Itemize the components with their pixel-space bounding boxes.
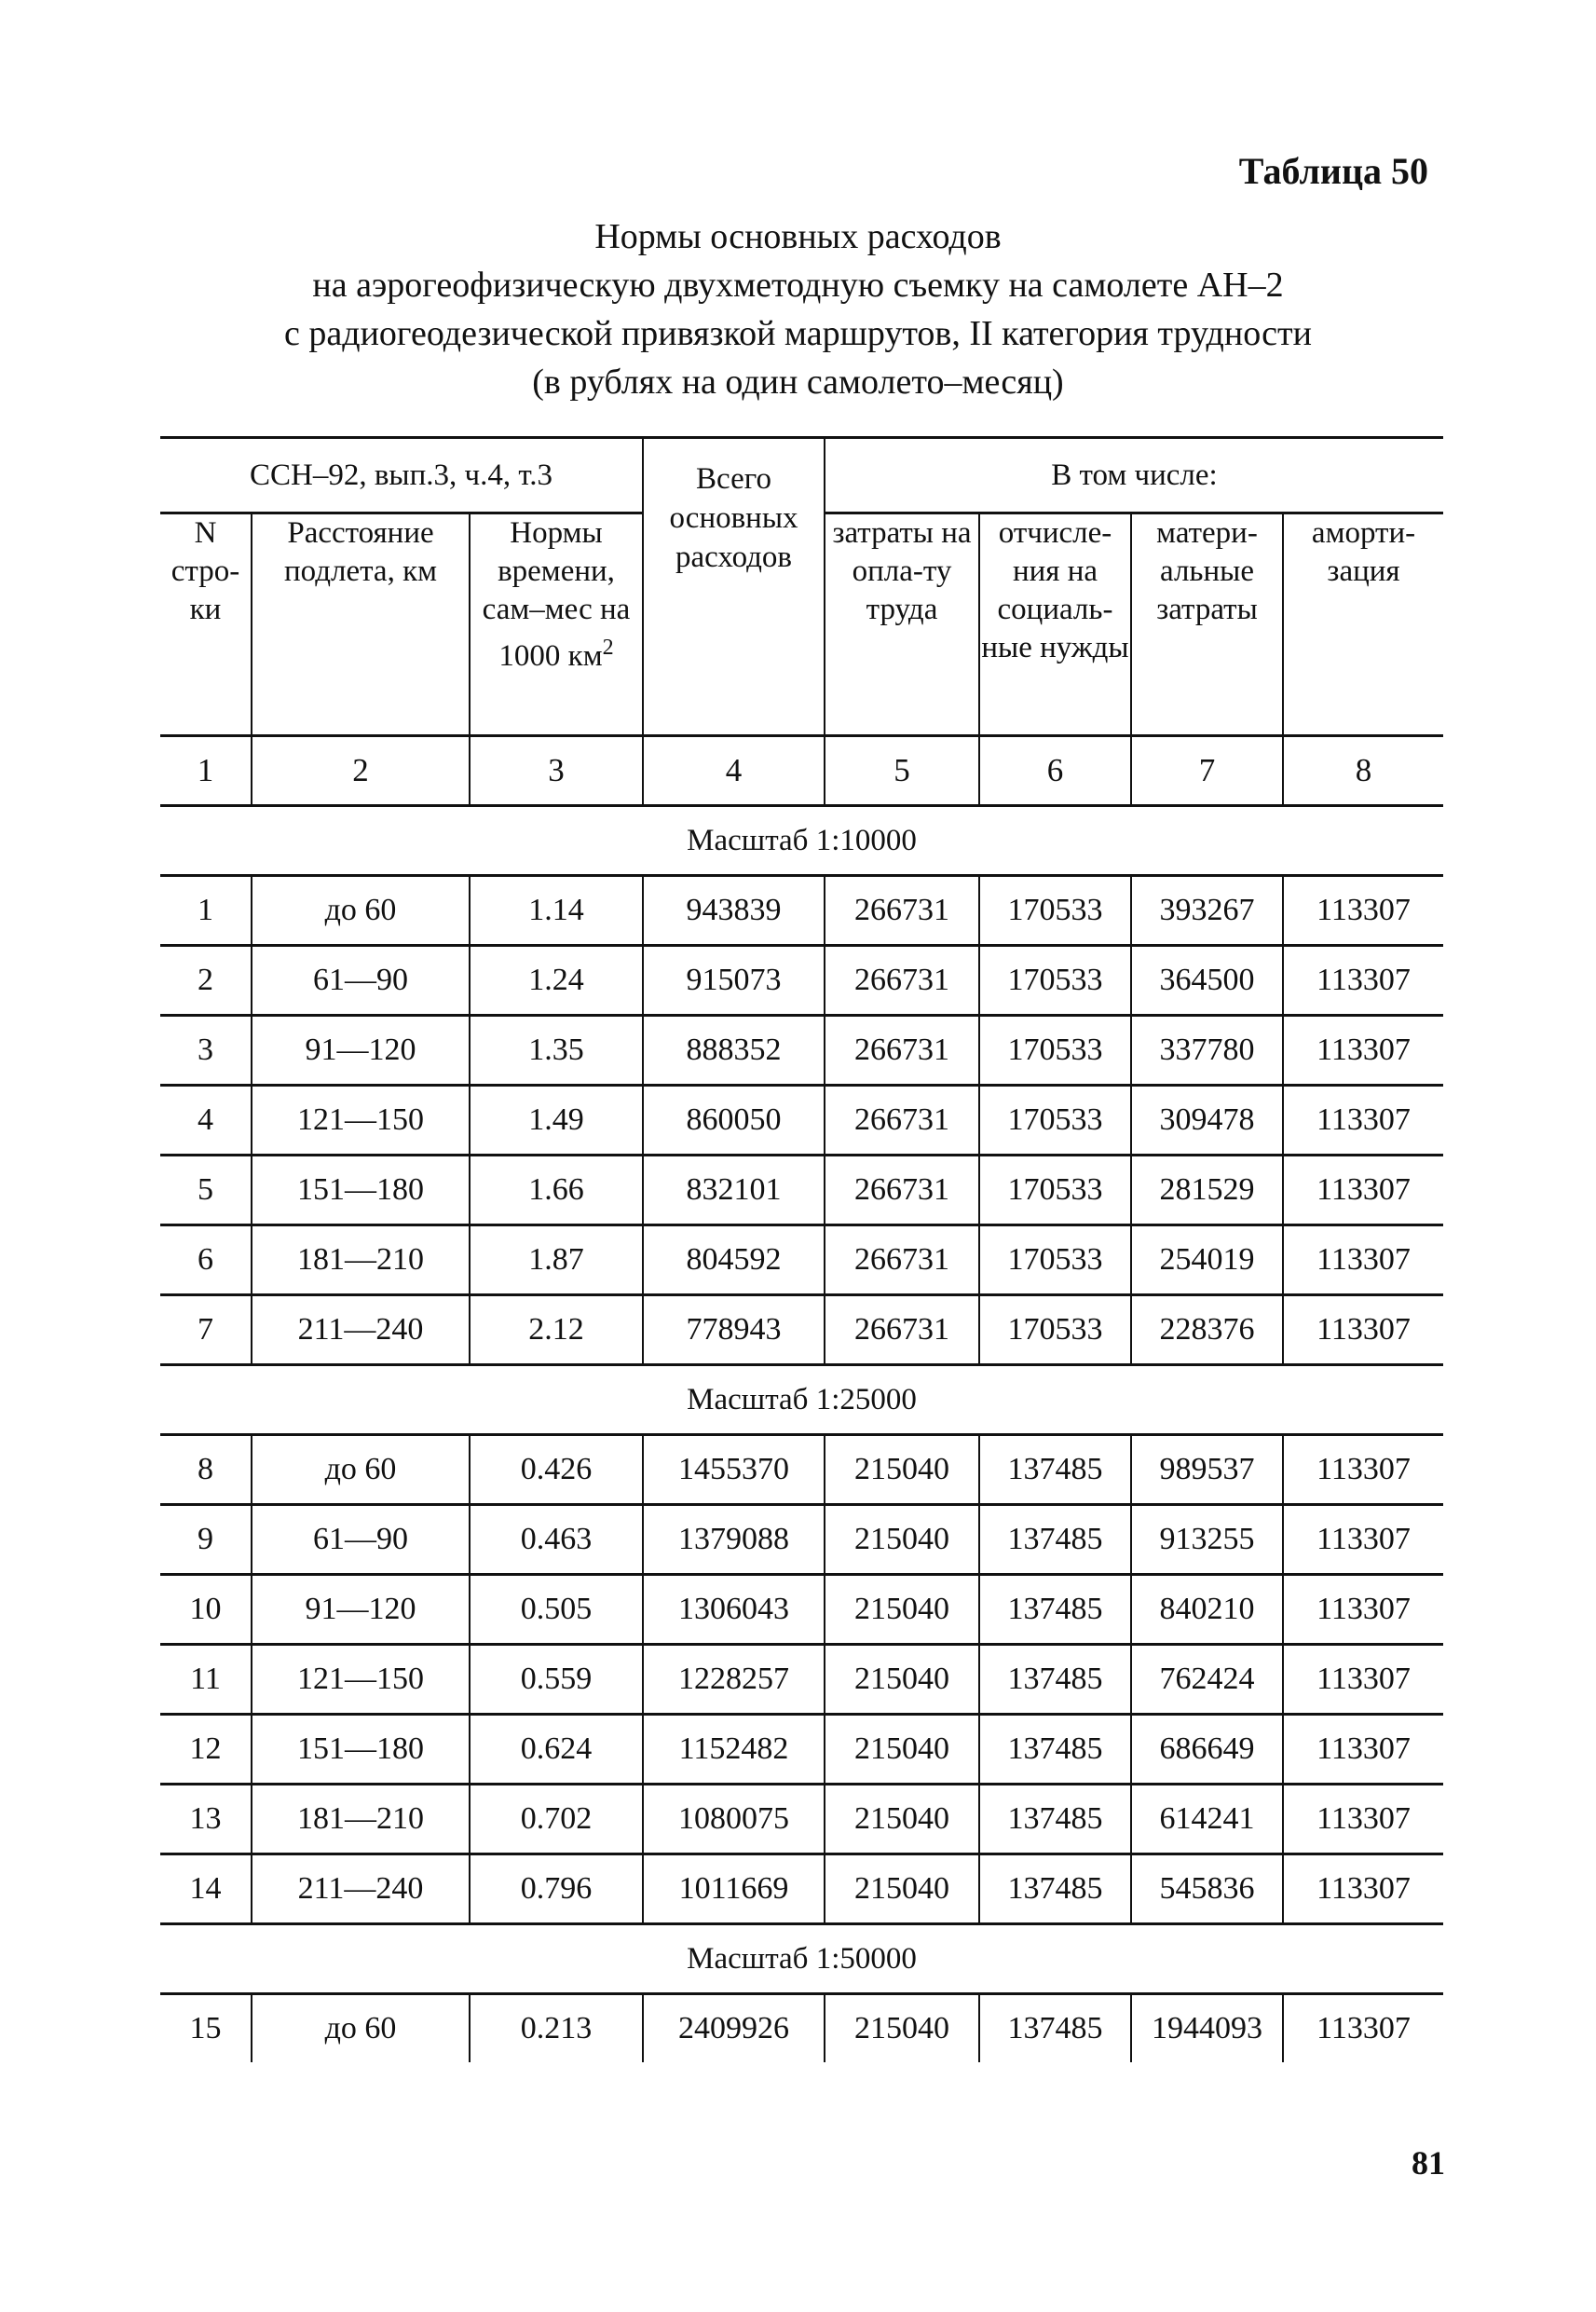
table-cell: 113307 (1283, 1575, 1443, 1645)
table-cell: 113307 (1283, 1505, 1443, 1575)
table-row (160, 1854, 1443, 1924)
table-cell: 2409926 (643, 1994, 825, 2063)
table-cell: 137485 (979, 1645, 1131, 1715)
table-row (160, 1575, 1443, 1645)
table-cell: 778943 (643, 1295, 825, 1365)
header-ssn: ССН–92, вып.3, ч.4, т.3 (160, 438, 643, 513)
table-cell: 113307 (1283, 1156, 1443, 1225)
table-cell: 1.49 (470, 1086, 643, 1156)
table-cell: 181—210 (252, 1225, 470, 1295)
table-cell: 113307 (1283, 1715, 1443, 1785)
table-cell: 0.463 (470, 1505, 643, 1575)
table-cell: 0.796 (470, 1854, 643, 1924)
table-cell: 113307 (1283, 1295, 1443, 1365)
table-row (160, 1435, 1443, 1505)
table-cell: 113307 (1283, 876, 1443, 946)
table-cell: 860050 (643, 1086, 825, 1156)
table-cell: 266731 (825, 1016, 979, 1086)
table-cell: 1.24 (470, 946, 643, 1016)
table-cell: 137485 (979, 1715, 1131, 1785)
table-cell: 266731 (825, 1225, 979, 1295)
scale-section-title: Масштаб 1:25000 (160, 1365, 1443, 1435)
col-number: 2 (252, 736, 470, 806)
table-cell: 1152482 (643, 1715, 825, 1785)
table-cell: 170533 (979, 1225, 1131, 1295)
caption-line: на аэрогеофизическую двухметодную съемку на самолете АН–2 (312, 266, 1284, 305)
table-row (160, 1994, 1443, 2063)
table-cell: 151—180 (252, 1156, 470, 1225)
table-cell: 121—150 (252, 1086, 470, 1156)
table-cell: 943839 (643, 876, 825, 946)
table-cell: 266731 (825, 876, 979, 946)
table-cell: 215040 (825, 1715, 979, 1785)
table-cell: 215040 (825, 1575, 979, 1645)
col-number: 1 (160, 736, 252, 806)
table-cell: 266731 (825, 946, 979, 1016)
table-cell: 228376 (1131, 1295, 1283, 1365)
scale-section-title: Масштаб 1:10000 (160, 806, 1443, 876)
table-cell: 121—150 (252, 1645, 470, 1715)
header-time-norm (470, 513, 643, 736)
table-cell: 254019 (1131, 1225, 1283, 1295)
table-cell: 113307 (1283, 1435, 1443, 1505)
table-cell: 1455370 (643, 1435, 825, 1505)
table-cell: 215040 (825, 1785, 979, 1854)
table-cell: 4 (160, 1086, 252, 1156)
table-cell: 1228257 (643, 1645, 825, 1715)
table-cell: 2.12 (470, 1295, 643, 1365)
table-row (160, 876, 1443, 946)
header-materials: матери-альные затраты (1131, 513, 1283, 736)
table-cell: 545836 (1131, 1854, 1283, 1924)
table-cell: 762424 (1131, 1645, 1283, 1715)
table-cell: 137485 (979, 1854, 1131, 1924)
table-cell: 915073 (643, 946, 825, 1016)
table-cell: 0.426 (470, 1435, 643, 1505)
norms-table (160, 436, 1443, 2062)
table-cell: 14 (160, 1854, 252, 1924)
table-cell: 170533 (979, 1016, 1131, 1086)
table-cell: 61—90 (252, 946, 470, 1016)
table-cell: 113307 (1283, 1645, 1443, 1715)
table-cell: 1011669 (643, 1854, 825, 1924)
table-cell: 137485 (979, 1435, 1131, 1505)
table-cell: 266731 (825, 1156, 979, 1225)
table-cell: 686649 (1131, 1715, 1283, 1785)
table-cell: 113307 (1283, 1785, 1443, 1854)
table-cell: 170533 (979, 1156, 1131, 1225)
table-row (160, 1645, 1443, 1715)
table-cell: 0.559 (470, 1645, 643, 1715)
table-cell: 170533 (979, 946, 1131, 1016)
table-cell: 5 (160, 1156, 252, 1225)
col-number: 8 (1283, 736, 1443, 806)
table-cell: 10 (160, 1575, 252, 1645)
table-cell: 989537 (1131, 1435, 1283, 1505)
caption-line: (в рублях на один самолето–месяц) (532, 363, 1064, 402)
table-cell: до 60 (252, 1435, 470, 1505)
table-cell: 13 (160, 1785, 252, 1854)
table-row (160, 1505, 1443, 1575)
table-cell: 1379088 (643, 1505, 825, 1575)
scale-section-title: Масштаб 1:50000 (160, 1924, 1443, 1994)
table-cell: 91—120 (252, 1016, 470, 1086)
table-cell: 12 (160, 1715, 252, 1785)
caption-line: с радиогеодезической привязкой маршрутов, II категория трудности (284, 314, 1312, 353)
table-cell: 215040 (825, 1435, 979, 1505)
table-cell: 337780 (1131, 1016, 1283, 1086)
table-cell: 3 (160, 1016, 252, 1086)
caption-line: Нормы основных расходов (594, 217, 1002, 256)
table-cell: 11 (160, 1645, 252, 1715)
table-cell: 113307 (1283, 1854, 1443, 1924)
table-cell: 61—90 (252, 1505, 470, 1575)
table-cell: 113307 (1283, 1225, 1443, 1295)
table-cell: 215040 (825, 1645, 979, 1715)
table-cell: 266731 (825, 1086, 979, 1156)
table-cell: 113307 (1283, 946, 1443, 1016)
table-cell: 1.14 (470, 876, 643, 946)
table-cell: 151—180 (252, 1715, 470, 1785)
col-number: 7 (1131, 736, 1283, 806)
col-number: 4 (643, 736, 825, 806)
table-cell: 181—210 (252, 1785, 470, 1854)
table-cell: 1.66 (470, 1156, 643, 1225)
header-time-norm-sup: 2 (602, 636, 614, 660)
table-row (160, 1225, 1443, 1295)
table-cell: 137485 (979, 1785, 1131, 1854)
table-cell: 215040 (825, 1505, 979, 1575)
table-cell: 1 (160, 876, 252, 946)
header-labor: затраты на опла-ту труда (825, 513, 979, 736)
table-cell: 137485 (979, 1505, 1131, 1575)
table-cell: 832101 (643, 1156, 825, 1225)
table-cell: 137485 (979, 1575, 1131, 1645)
table-row (160, 946, 1443, 1016)
table-cell: 170533 (979, 876, 1131, 946)
table-cell: 1.87 (470, 1225, 643, 1295)
header-total: Всего основных расходов (643, 438, 825, 736)
table-caption (0, 212, 1596, 406)
table-cell: 1.35 (470, 1016, 643, 1086)
table-cell: 170533 (979, 1295, 1131, 1365)
table-cell: 7 (160, 1295, 252, 1365)
table-cell: 6 (160, 1225, 252, 1295)
table-cell: 211—240 (252, 1854, 470, 1924)
header-time-norm-text: Нормы времени, сам–мес на 1000 км (482, 516, 631, 673)
table-cell: 0.702 (470, 1785, 643, 1854)
table-cell: 309478 (1131, 1086, 1283, 1156)
page-number: 81 (1412, 2144, 1445, 2182)
table-cell: 266731 (825, 1295, 979, 1365)
header-amortization: аморти-зация (1283, 513, 1443, 736)
table-row (160, 1086, 1443, 1156)
col-number: 6 (979, 736, 1131, 806)
table-cell: 91—120 (252, 1575, 470, 1645)
table-cell: 888352 (643, 1016, 825, 1086)
table-cell: 0.505 (470, 1575, 643, 1645)
table-cell: 113307 (1283, 1994, 1443, 2063)
table-row (160, 1785, 1443, 1854)
table-row (160, 1016, 1443, 1086)
table-cell: 281529 (1131, 1156, 1283, 1225)
table-cell: 1080075 (643, 1785, 825, 1854)
table-cell: 913255 (1131, 1505, 1283, 1575)
header-distance: Расстояние подлета, км (252, 513, 470, 736)
table-row (160, 1295, 1443, 1365)
table-cell: 113307 (1283, 1086, 1443, 1156)
table-cell: 9 (160, 1505, 252, 1575)
table-cell: 215040 (825, 1854, 979, 1924)
table-cell: 364500 (1131, 946, 1283, 1016)
col-number: 5 (825, 736, 979, 806)
header-including: В том числе: (825, 438, 1443, 513)
header-social: отчисле-ния на социаль-ные нужды (979, 513, 1131, 736)
table-cell: 2 (160, 946, 252, 1016)
header-row-number: N стро-ки (160, 513, 252, 736)
table-cell: 0.624 (470, 1715, 643, 1785)
table-cell: 8 (160, 1435, 252, 1505)
col-number: 3 (470, 736, 643, 806)
table-cell: 393267 (1131, 876, 1283, 946)
table-cell: 170533 (979, 1086, 1131, 1156)
table-cell: до 60 (252, 1994, 470, 2063)
table-number: Таблица 50 (1238, 150, 1428, 192)
table-cell: 804592 (643, 1225, 825, 1295)
table-cell: 614241 (1131, 1785, 1283, 1854)
table-cell: до 60 (252, 876, 470, 946)
table-row (160, 1715, 1443, 1785)
table-row (160, 1156, 1443, 1225)
table-cell: 0.213 (470, 1994, 643, 2063)
table-cell: 137485 (979, 1994, 1131, 2063)
table-cell: 113307 (1283, 1016, 1443, 1086)
table-cell: 215040 (825, 1994, 979, 2063)
table-cell: 1306043 (643, 1575, 825, 1645)
table-cell: 211—240 (252, 1295, 470, 1365)
table-cell: 15 (160, 1994, 252, 2063)
table-cell: 1944093 (1131, 1994, 1283, 2063)
table-cell: 840210 (1131, 1575, 1283, 1645)
